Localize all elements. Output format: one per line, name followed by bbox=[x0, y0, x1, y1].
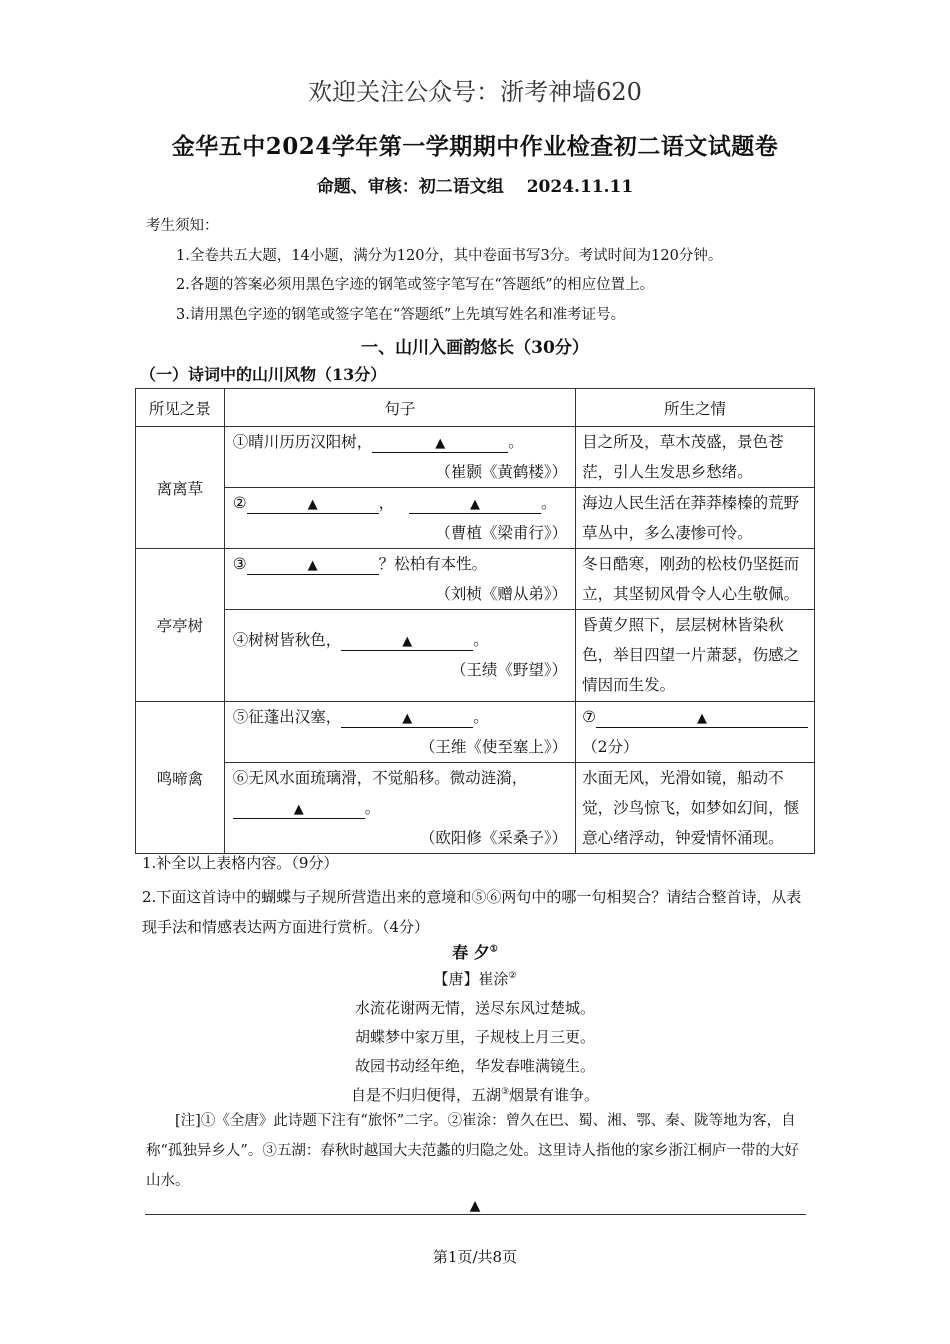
answer-blank[interactable]: ▲ bbox=[409, 495, 541, 514]
sentence-text: 。 bbox=[540, 494, 557, 512]
answer-blank[interactable]: ▲ bbox=[247, 556, 379, 575]
table-row bbox=[136, 763, 815, 854]
sentence-text: 。 bbox=[364, 799, 381, 817]
source-text: （刘桢《赠从弟》） bbox=[435, 585, 568, 603]
poem-title: 春 夕① bbox=[452, 943, 498, 962]
poem-author: 【唐】崔涂② bbox=[433, 970, 517, 988]
exam-title: 金华五中2024学年第一学期期中作业检查初二语文试题卷 bbox=[171, 133, 779, 160]
sentence-text: ③ bbox=[232, 555, 247, 573]
poem-line: 故园书动经年绝，华发春唯满镜生。 bbox=[354, 1057, 595, 1075]
feeling-text: 昏黄夕照下，层层树林皆染秋色，举目四望一片萧瑟，伤感之情因而生发。 bbox=[582, 616, 800, 694]
source-text: （崔颢《黄鹤楼》） bbox=[435, 463, 568, 481]
source-text: （王绩《野望》） bbox=[450, 661, 568, 679]
answer-blank[interactable]: ▲ bbox=[341, 709, 473, 728]
footnote-mark: ② bbox=[508, 971, 517, 981]
table-row bbox=[136, 702, 815, 763]
poem-line: 胡蝶梦中家万里，子规枝上月三更。 bbox=[354, 1028, 595, 1046]
sentence-text: ② bbox=[232, 494, 247, 512]
poem-line: 水流花谢两无情，送尽东风过楚城。 bbox=[354, 999, 595, 1017]
table-row bbox=[136, 610, 815, 702]
sentence-text: 。 bbox=[473, 631, 489, 649]
notice-item: 2.各题的答案必须用黑色字迹的钢笔或签字笔写在“答题纸”的相应位置上。 bbox=[176, 277, 655, 293]
answer-blank[interactable]: ▲ bbox=[596, 709, 808, 728]
notice-item: 1.全卷共五大题，14小题，满分为120分，其中卷面书写3分。考试时间为120分钟。 bbox=[176, 248, 723, 264]
sentence-text: ？松柏有本性。 bbox=[378, 555, 488, 573]
page-number: 第1页/共8页 bbox=[432, 1248, 518, 1266]
sentence-text: ④树树皆秋色， bbox=[232, 631, 342, 649]
answer-blank[interactable]: ▲ bbox=[469, 1198, 481, 1214]
feeling-text: 海边人民生活在莽莽榛榛的荒野草丛中，多么凄惨可怜。 bbox=[582, 494, 800, 542]
source-text: （王维《使至塞上》） bbox=[419, 738, 568, 756]
sentence-text: ， bbox=[378, 494, 395, 512]
source-text: （曹植《梁甫行》） bbox=[435, 524, 568, 542]
part-heading: （一）诗词中的山川风物（13分） bbox=[140, 365, 387, 384]
notice-item: 3.请用黑色字迹的钢笔或签字笔在“答题纸”上先填写姓名和准考证号。 bbox=[176, 307, 626, 323]
answer-blank[interactable]: ▲ bbox=[233, 800, 365, 819]
footnote-mark: ① bbox=[489, 944, 498, 955]
column-header: 所生之情 bbox=[576, 389, 815, 427]
feeling-text: 目之所及，草木茂盛，景色苍茫，引人生发思乡愁绪。 bbox=[582, 433, 784, 481]
answer-blank[interactable]: ▲ bbox=[372, 434, 508, 453]
table-header-row bbox=[136, 389, 815, 427]
poem-note: [注]①《全唐》此诗题下注有“旅怀”二字。②崔涂：曾久在巴、蜀、湘、鄂、秦、陇等地为客，自称“孤独异乡人”。③五湖：春秋时越国大夫范蠡的归隐之处。这里诗人指他的家乡浙江桐庐一带的大好山水。 bbox=[146, 1113, 799, 1189]
sentence-text: 。 bbox=[473, 708, 489, 726]
answer-blank[interactable]: ▲ bbox=[247, 495, 379, 514]
scene-cell: 亭亭树 bbox=[136, 549, 225, 702]
sentence-text: ⑥无风水面琉璃滑，不觉船移。微动涟漪， bbox=[232, 769, 528, 787]
scene-cell: 离离草 bbox=[136, 427, 225, 549]
answer-blank[interactable]: ▲ bbox=[341, 632, 473, 651]
answer-line bbox=[145, 1214, 806, 1215]
table-row bbox=[136, 549, 815, 610]
watermark-text: 欢迎关注公众号：浙考神墙620 bbox=[308, 78, 642, 106]
footnote-mark: ③ bbox=[500, 1087, 510, 1097]
poem-line: 自是不归归便得，五湖③烟景有谁争。 bbox=[350, 1086, 600, 1104]
sentence-text: ⑤征蓬出汉塞， bbox=[232, 708, 342, 726]
column-header: 句子 bbox=[224, 389, 575, 427]
feeling-text: ⑦ bbox=[582, 708, 596, 726]
source-text: （欧阳修《采桑子》） bbox=[419, 829, 568, 847]
feeling-text: 冬日酷寒，刚劲的松枝仍坚挺而立，其坚韧风骨令人心生敬佩。 bbox=[582, 555, 800, 603]
question-1: 1.补全以上表格内容。（9分） bbox=[142, 854, 339, 872]
scene-cell: 鸣啼禽 bbox=[136, 702, 225, 854]
question-2: 2.下面这首诗中的蝴蝶与子规所营造出来的意境和⑤⑥两句中的哪一句相契合？请结合整首诗，从表现手法和情感表达两方面进行赏析。（4分） bbox=[142, 888, 802, 936]
table-row bbox=[136, 488, 815, 549]
exam-subtitle: 命题、审核：初二语文组 2024.11.11 bbox=[316, 177, 634, 197]
score-text: （2分） bbox=[582, 738, 639, 756]
column-header: 所见之景 bbox=[136, 389, 225, 427]
table-row bbox=[136, 427, 815, 488]
section-heading: 一、山川入画韵悠长（30分） bbox=[361, 338, 589, 358]
sentence-text: 。 bbox=[508, 433, 524, 451]
feeling-text: 水面无风，光滑如镜，船动不觉，沙鸟惊飞，如梦如幻间，惬意心绪浮动，钟爱情怀涌现。 bbox=[582, 769, 800, 847]
notice-heading: 考生须知： bbox=[146, 218, 219, 234]
poetry-table bbox=[135, 388, 815, 854]
sentence-text: ①晴川历历汉阳树， bbox=[232, 433, 373, 451]
